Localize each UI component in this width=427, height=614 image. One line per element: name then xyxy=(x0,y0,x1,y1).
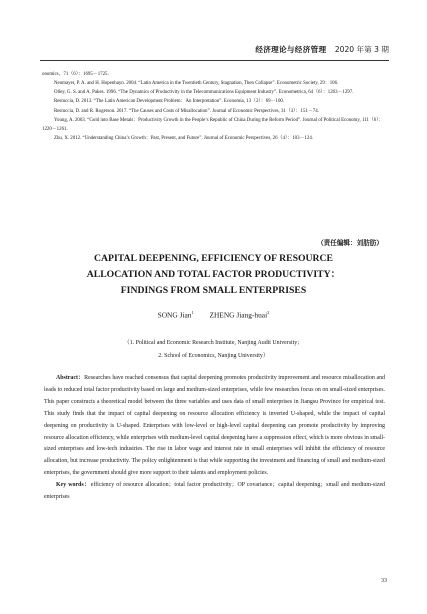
journal-name: 经济理论与经济管理 xyxy=(255,45,327,54)
abstract-text: Researches have reached consensus that capital deepening promotes productivity improvement and resource misallocation and leads to reduced total factor productivity based on large and medium-sized enterprises, while few researches focus on on small-sized enterprises. This paper constructs a theoretical model between the three variables and uses data of small enterprises in Jiangsu Province for empirical test. This study finds that the impact of capital deepening on resource allocation efficiency is inverted U-shaped, while the impact of capital deepening on productivity is U-shaped. Enterprises with low-level or high-level capital deepening can promote productivity by improving resource allocation efficiency, while enterprises with medium-level capital deepening have a suppression effect, which is more obvious in small-sized enterprises and low-tech industries. The rise in labor wage and interest rate in small enterprises will inhibit the efficiency of resource allocation, but increase productivity. The policy enlightenment is that while supporting the investment and financing of small and medium-sized enterprises, the government should give more support to their talents and employment policies. xyxy=(44,375,385,477)
author-affiliation-mark: 1 xyxy=(191,310,194,315)
reference-item: Restuccia, D. and R. Rogerson. 2017. “The Causes and Costs of Misallocation”. Journal of Economic Perspectives, 31（3）：151－74. xyxy=(54,108,319,114)
reference-item: Neumayer, P. A. and H. Hopenhayn. 2004. “Latin America in the Twentieth Century, Stagnation, Then Collapse”. Econometric Society, 29：106. xyxy=(54,81,339,87)
abstract-label: Abstract： xyxy=(56,375,85,381)
english-title xyxy=(40,251,387,299)
title-line: ALLOCATION AND TOTAL FACTOR PRODUCTIVITY： xyxy=(86,269,341,280)
author-line xyxy=(40,310,387,319)
author-name: SONG Jian xyxy=(157,310,192,320)
reference-item: Young, A. 2003. “Gold into Base Metals：Productivity Growth in the People’s Republic of China During the Reform Period”. Journal of Political Economy, 111（6）：1220－1261. xyxy=(42,117,384,132)
keywords-text: efficiency of resource allocation；total factor productivity；OP covariance；capital deepening；small and medium-sized enterprises xyxy=(44,482,386,501)
reference-list xyxy=(42,70,387,143)
abstract-paragraph xyxy=(44,373,385,480)
affiliations xyxy=(40,337,387,362)
author-name: ZHENG Jiang-huai xyxy=(209,310,268,320)
reference-item: Zhu, X. 2012. “Understanding China’s Growth：Past, Present, and Future”. Journal of Economic Perspectives, 26（4）：103－124. xyxy=(54,136,314,142)
page-number: 33 xyxy=(381,578,387,584)
keywords-paragraph xyxy=(44,480,385,504)
author-affiliation-mark: 2 xyxy=(267,310,270,315)
reference-item: Restuccia, D. 2013. “The Latin American Development Problem：An Interpretation”. Economia, 13（2）：69－100. xyxy=(54,99,285,105)
keywords-label: Key words： xyxy=(56,482,91,489)
reference-item: onomics，71（6）：1695－1725. xyxy=(42,72,109,77)
issue-number: 2020 年第 3 期 xyxy=(334,45,389,54)
title-line: FINDINGS FROM SMALL ENTERPRISES xyxy=(120,285,307,296)
responsible-editor: （责任编辑：刘肪肪） xyxy=(317,239,383,247)
running-header xyxy=(40,44,389,61)
reference-item: Olley, G. S. and A. Pakes. 1996. “The Dynamics of Productivity in the Telecommunications Equipment Industry”. Econometrica, 64（6）：1263－1297. xyxy=(54,90,354,96)
affiliation-line: （1. Political and Economic Research Institute, Nanjing Audit University； xyxy=(123,340,304,346)
title-line: CAPITAL DEEPENING, EFFICIENCY OF RESOURCE xyxy=(94,253,333,264)
abstract-section xyxy=(44,373,385,504)
affiliation-line: 2. School of Economics, Nanjing University） xyxy=(158,352,269,359)
